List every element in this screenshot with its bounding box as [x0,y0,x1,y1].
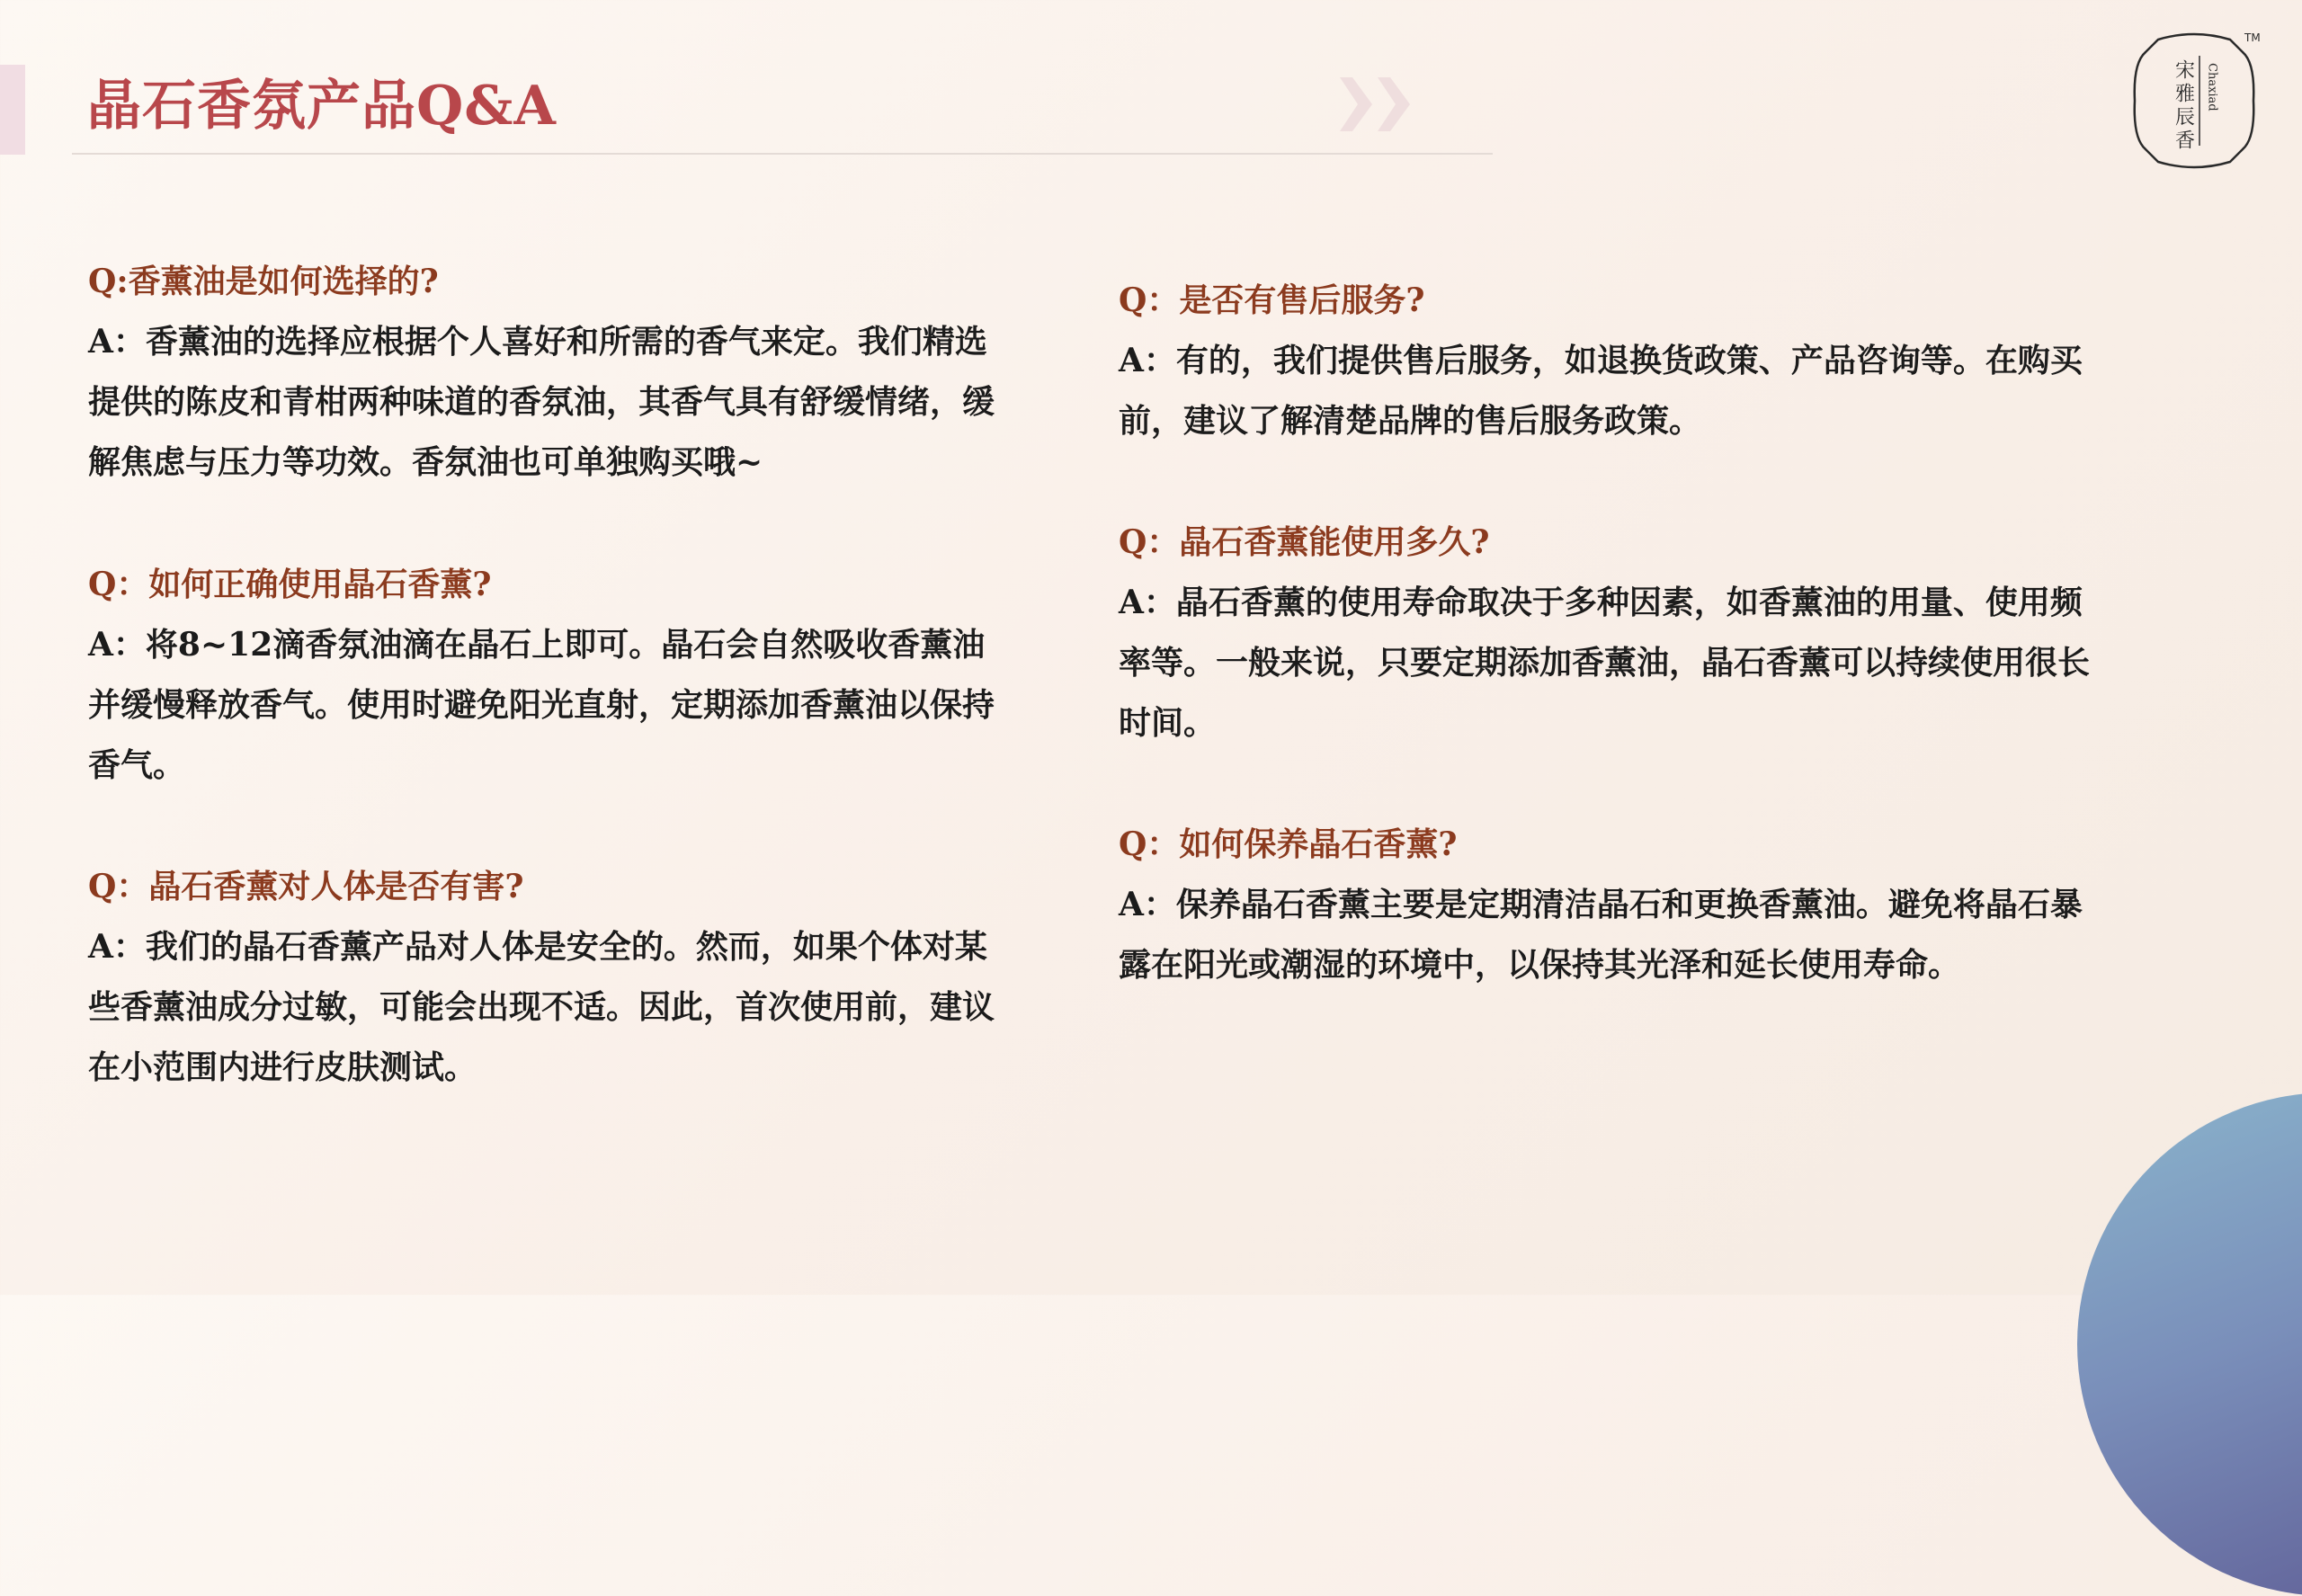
answer-text: A：香薰油的选择应根据个人喜好和所需的香气来定。我们精选提供的陈皮和青柑两种味道的香氛油，其香气具有舒缓情绪，缓解焦虑与压力等功效。香氛油也可单独购买哦~ [88,323,995,481]
answer-text: A：将8~12滴香氛油滴在晶石上即可。晶石会自然吸收香薰油并缓慢释放香气。使用时避免阳光直射，定期添加香薰油以保持香气。 [88,626,995,784]
question-text: Q：如何正确使用晶石香薰? [88,566,492,603]
answer-text: A：晶石香薰的使用寿命取决于多种因素，如香薰油的用量、使用频率等。一般来说，只要定期添加香薰油，晶石香薰可以持续使用很长时间。 [1119,584,2091,742]
double-chevron-right-icon [1340,74,1421,135]
qa-item [1119,815,2099,995]
qa-item [1119,271,2099,451]
answer-text: A：有的，我们提供售后服务，如退换货政策、产品咨询等。在购买前，建议了解清楚品牌的售后服务政策。 [1119,342,2083,440]
page-title: 晶石香氛产品Q&A [87,75,557,138]
logo-trademark: TM [2244,31,2261,44]
qa-item [88,252,996,493]
question-text: Q：晶石香薰能使用多久? [1119,523,1490,561]
answer-text: A：保养晶石香薰主要是定期清洁晶石和更换香薰油。避免将晶石暴露在阳光或潮湿的环境中，以保持其光泽和延长使用寿命。 [1119,886,2083,984]
left-accent-bar [0,65,25,155]
question-text: Q：是否有售后服务? [1119,281,1425,319]
qa-item [1119,513,2099,753]
brand-logo [2122,29,2266,173]
decorative-corner-circle [2077,1092,2302,1596]
question-text: Q:香薰油是如何选择的? [88,263,439,300]
qa-item [88,555,996,796]
qa-item [88,857,996,1098]
question-text: Q：如何保养晶石香薰? [1119,825,1458,863]
answer-text: A：我们的晶石香薰产品对人体是安全的。然而，如果个体对某些香薰油成分过敏，可能会出现不适。因此，首次使用前，建议在小范围内进行皮肤测试。 [88,928,995,1086]
title-divider [72,153,1493,155]
logo-name-en: Chaxiad [2205,63,2219,111]
logo-name-cn: 宋雅辰香 [2172,59,2195,153]
question-text: Q：晶石香薰对人体是否有害? [88,868,524,905]
